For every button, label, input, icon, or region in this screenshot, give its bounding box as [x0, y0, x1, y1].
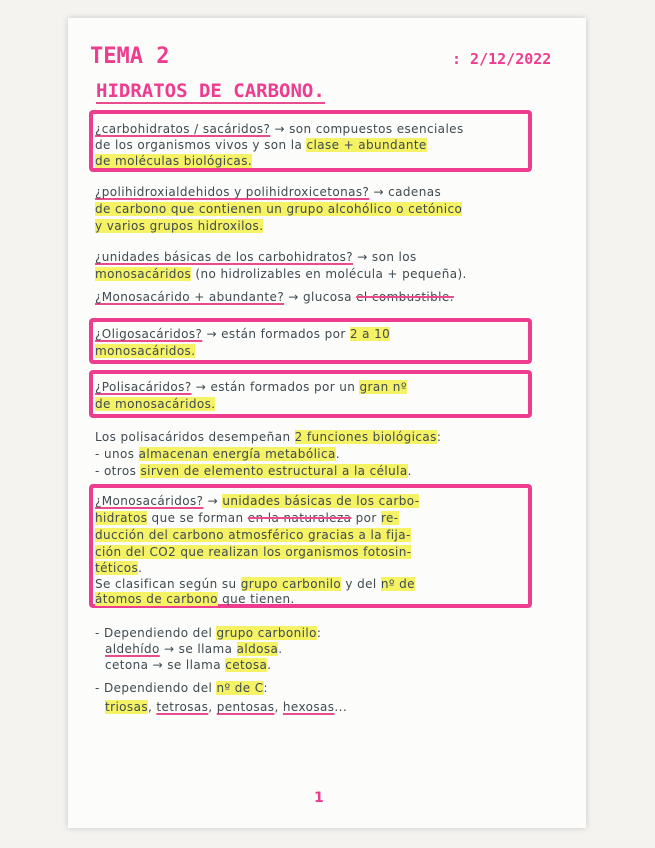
text: .	[407, 464, 412, 478]
b6-line3	[95, 464, 412, 479]
b8-line5	[105, 700, 347, 715]
text: Los polisacáridos desempeñan	[95, 430, 295, 444]
b4-line1	[95, 327, 390, 342]
term: pentosas	[216, 700, 275, 714]
text: que se forman	[147, 511, 248, 525]
text: que tienen.	[217, 592, 295, 606]
text: y del	[341, 577, 381, 591]
b7-line6	[95, 577, 415, 592]
highlight: cetosa	[225, 658, 268, 672]
highlight: hidratos	[95, 511, 148, 525]
text: ,	[147, 700, 157, 714]
highlight: aldosa	[236, 642, 279, 656]
b1-line3	[95, 154, 252, 169]
text: (no hidrolizables en molécula + pequeña).	[191, 267, 467, 281]
text: - unos	[95, 447, 139, 461]
highlight: téticos	[95, 561, 139, 575]
b5-line1	[95, 380, 407, 395]
highlight: de monosacáridos.	[95, 397, 216, 411]
highlight: grupo carbonilo	[216, 626, 317, 640]
highlight: clase + abundante	[306, 138, 427, 152]
text: cetona	[105, 658, 149, 672]
question: ¿Monosacárido + abundante?	[95, 290, 285, 304]
highlight: nº de C	[216, 681, 264, 695]
b7-line4	[95, 545, 411, 560]
highlight: triosas	[105, 700, 148, 714]
term: tetrosas	[156, 700, 209, 714]
highlight: re-	[380, 511, 399, 525]
b6-line1	[95, 430, 441, 445]
b7-line3	[95, 528, 411, 543]
question: ¿carbohidratos / sacáridos?	[95, 122, 271, 136]
term: aldehído	[105, 642, 160, 656]
question: ¿polihidroxialdehidos y polihidroxicetonas?	[95, 185, 370, 199]
text: - Dependiendo del	[95, 626, 217, 640]
b3-line2	[95, 267, 467, 282]
highlight: sirven de elemento estructural a la célula	[140, 464, 408, 478]
highlight: y varios grupos hidroxilos.	[95, 219, 264, 233]
text: .	[267, 658, 272, 672]
text: → están formados por un	[191, 380, 360, 394]
text: por	[351, 511, 381, 525]
question: ¿unidades básicas de los carbohidratos?	[95, 250, 354, 264]
b3-line1	[95, 250, 417, 265]
page-number: 1	[314, 790, 324, 806]
text: → glucosa	[284, 290, 357, 304]
highlight: ducción del carbono atmosférico gracias a la fija-	[95, 528, 411, 542]
date-label: : 2/12/2022	[452, 50, 552, 68]
question: ¿Oligosacáridos?	[95, 327, 203, 341]
text: de los organismos vivos y son la	[95, 138, 307, 152]
highlight: 2 a 10	[349, 327, 391, 341]
text: :	[316, 626, 322, 640]
highlight: ción del CO2 que realizan los organismos fotosin-	[95, 545, 412, 559]
text: → son compuestos esenciales	[270, 122, 464, 136]
text: → están formados por	[202, 327, 350, 341]
text: → cadenas	[369, 185, 442, 199]
text: ,	[274, 700, 283, 714]
text: →	[203, 494, 223, 508]
text: → se llama	[159, 642, 237, 656]
b1-line1	[95, 122, 464, 137]
text: - otros	[95, 464, 141, 478]
crossed-text: el combustible.	[356, 290, 454, 304]
subtitle-text: HIDRATOS DE CARBONO.	[96, 80, 325, 102]
text: ...	[334, 700, 348, 714]
highlight: almacenan energía metabólica	[138, 447, 336, 461]
text: .	[335, 447, 341, 461]
crossed-text: en la naturaleza	[247, 511, 352, 525]
highlight: nº de	[380, 577, 415, 591]
highlight: de moléculas biológicas.	[95, 154, 253, 168]
b8-line1	[95, 626, 321, 641]
text: - Dependiendo del	[95, 681, 217, 695]
highlight: átomos de carbono	[95, 592, 218, 606]
page-subtitle	[96, 80, 325, 102]
b1-line2	[95, 138, 427, 153]
b2-line3	[95, 219, 263, 234]
text: ,	[208, 700, 217, 714]
b8-line2	[105, 642, 282, 657]
b8-line4	[95, 681, 268, 696]
term: hexosas	[282, 700, 335, 714]
text: → se llama	[148, 658, 226, 672]
text: :	[263, 681, 268, 695]
text: .	[138, 561, 143, 575]
b2-line1	[95, 185, 441, 200]
text: Se clasifican según su	[95, 577, 241, 591]
text: :	[436, 430, 442, 444]
text: → son los	[353, 250, 417, 264]
highlight: monosacáridos.	[95, 344, 196, 358]
topic-title: TEMA 2	[90, 44, 170, 69]
b4-line2	[95, 344, 195, 359]
b7-line5	[95, 561, 142, 576]
text: .	[278, 642, 283, 656]
b6-line2	[95, 447, 340, 462]
question: ¿Polisacáridos?	[95, 380, 192, 394]
b3-line3	[95, 290, 454, 305]
b5-line2	[95, 397, 215, 412]
highlight: de carbono que contienen un grupo alcohólico o cetónico	[95, 202, 463, 216]
highlight: gran nº	[359, 380, 407, 394]
b7-line7	[95, 592, 295, 607]
highlight: grupo carbonilo	[240, 577, 342, 591]
b7-line2	[95, 511, 399, 526]
highlight: 2 funciones biológicas	[294, 430, 437, 444]
question: ¿Monosacáridos?	[95, 494, 204, 508]
highlight: unidades básicas de los carbo-	[222, 494, 420, 508]
b8-line3	[105, 658, 271, 673]
highlight: monosacáridos	[95, 267, 192, 281]
b7-line1	[95, 494, 419, 509]
b2-line2	[95, 202, 462, 217]
